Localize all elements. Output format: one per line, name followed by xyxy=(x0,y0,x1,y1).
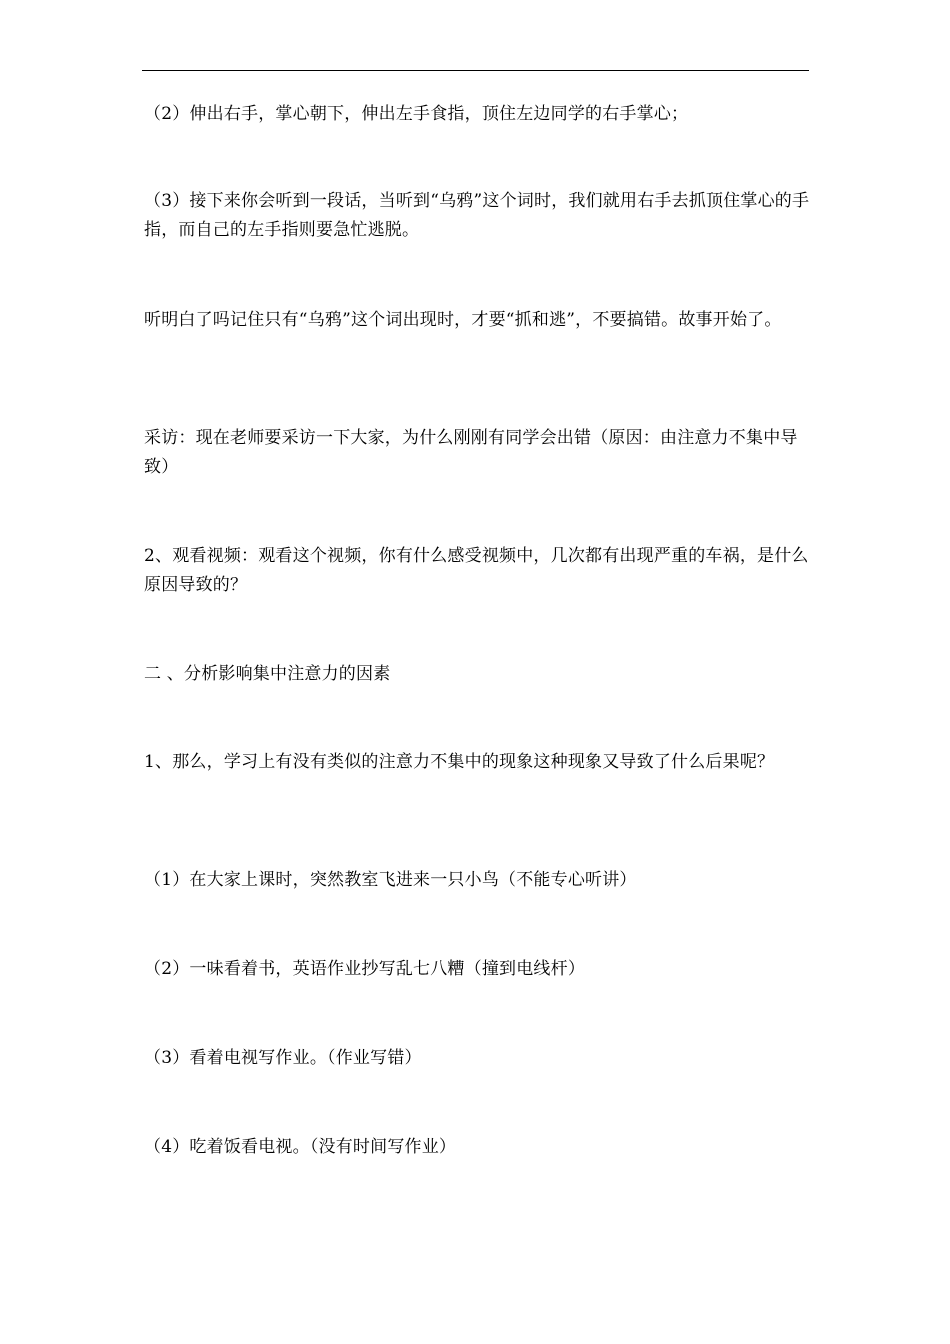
paragraph-interview: 采访：现在老师要采访一下大家，为什么刚刚有同学会出错（原因：由注意力不集中导致） xyxy=(144,428,798,477)
list-item-3: （3）看着电视写作业。（作业写错） xyxy=(144,1048,422,1068)
paragraph-step-3: （3）接下来你会听到一段话，当听到“乌鸦”这个词时，我们就用右手去抓顶住掌心的手指，而自己的左手指则要急忙逃脱。 xyxy=(144,191,810,240)
paragraph-step-2: （2）伸出右手，掌心朝下，伸出左手食指，顶住左边同学的右手掌心； xyxy=(144,104,689,124)
section-heading-factors: 二 、分析影响集中注意力的因素 xyxy=(144,664,391,684)
list-item-1: （1）在大家上课时，突然教室飞进来一只小鸟（不能专心听讲） xyxy=(144,870,637,890)
paragraph-instruction: 听明白了吗记住只有“乌鸦”这个词出现时，才要“抓和逃”，不要搞错。故事开始了。 xyxy=(144,310,782,330)
header-rule xyxy=(142,70,809,71)
list-item-2: （2）一味看着书，英语作业抄写乱七八糟（撞到电线杆） xyxy=(144,959,586,979)
list-item-4: （4）吃着饭看电视。（没有时间写作业） xyxy=(144,1137,457,1157)
paragraph-question-1: 1、那么，学习上有没有类似的注意力不集中的现象这种现象又导致了什么后果呢？ xyxy=(144,752,775,772)
paragraph-video: 2、观看视频：观看这个视频，你有什么感受视频中，几次都有出现严重的车祸，是什么原因导致的？ xyxy=(144,546,809,595)
